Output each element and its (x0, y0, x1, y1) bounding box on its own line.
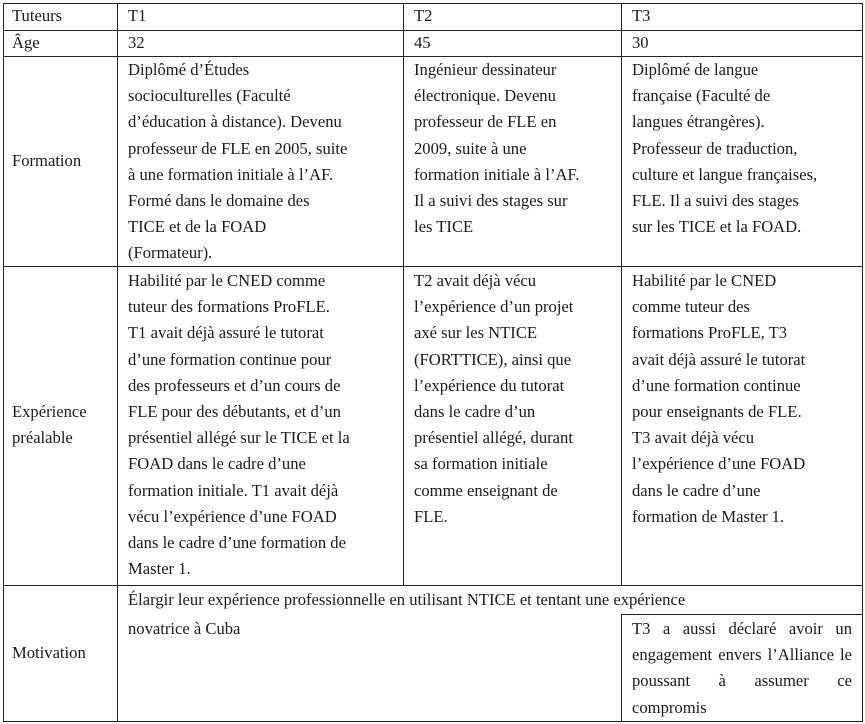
t3-extra-left-border (621, 614, 622, 722)
motivation-shared-line2: novatrice à Cuba (128, 619, 241, 638)
col-divider (403, 3, 404, 586)
experience-t3: Habilité par le CNED comme tuteur des formations ProFLE, T3 avait déjà assuré le tutorat d’une formation continue pour enseignants de FLE. T3 avait déjà vécu l’expérience d’une FOAD dans le cadre d’une formation de Master 1. (632, 271, 806, 526)
experience-t2: T2 avait déjà vécu l’expérience d’un projet axé sur les NTICE (FORTTICE), ainsi que l’expérience du tutorat dans le cadre d’un présentiel allégé, durant sa formation initiale comme enseignant de FLE. (414, 271, 574, 526)
header-t1: T1 (128, 6, 147, 25)
motivation-shared-line1: Élargir leur expérience professionnelle en utilisant NTICE et tentant une expérience (128, 590, 686, 609)
formation-t2: Ingénieur dessinateur électronique. Devenu professeur de FLE en 2009, suite à une formation initiale à l’AF. Il a suivi des stages sur les TICE (414, 60, 580, 237)
age-t3: 30 (632, 33, 649, 52)
formation-t1: Diplômé d’Études socioculturelles (Faculté d’éducation à distance). Devenu professeur de FLE en 2005, suite à une formation initiale à l’AF. Formé dans le domaine des TICE et de la FOAD (Formateur). (128, 60, 348, 263)
header-label-tuteurs: Tuteurs (12, 6, 63, 25)
t3-extra-divider (621, 614, 863, 615)
table-border-right (862, 3, 863, 722)
age-label: Âge (12, 33, 40, 52)
row-divider (3, 585, 863, 586)
experience-label-line1: Expérience (12, 402, 87, 421)
header-t2: T2 (414, 6, 433, 25)
header-t3: T3 (632, 6, 651, 25)
age-t2: 45 (414, 33, 431, 52)
experience-label-line2: préalable (12, 428, 73, 448)
experience-label (12, 399, 87, 451)
motivation-t3-extra: T3 a aussi déclaré avoir un engagement envers l’Alliance le poussant à assumer ce compromis (632, 619, 852, 717)
formation-label: Formation (12, 151, 82, 170)
motivation-label: Motivation (12, 643, 86, 662)
age-t1: 32 (128, 33, 145, 52)
table-border-left (3, 3, 4, 722)
experience-t1: Habilité par le CNED comme tuteur des formations ProFLE. T1 avait déjà assuré le tutorat d’une formation continue pour des professeurs et d’un cours de FLE pour des débutants, et d’un présentiel allégé sur le TICE et la FOAD dans le cadre d’une formation initiale. T1 avait déjà vécu l’expérience d’une FOAD dans le cadre d’une formation de Master 1. (128, 271, 350, 579)
col-divider (117, 3, 118, 722)
col-divider (621, 3, 622, 586)
formation-t3: Diplômé de langue française (Faculté de langues étrangères). Professeur de traduction, culture et langue françaises, FLE. Il a suivi des stages sur les TICE et la FOAD. (632, 60, 818, 237)
table-border-bottom (3, 721, 863, 722)
